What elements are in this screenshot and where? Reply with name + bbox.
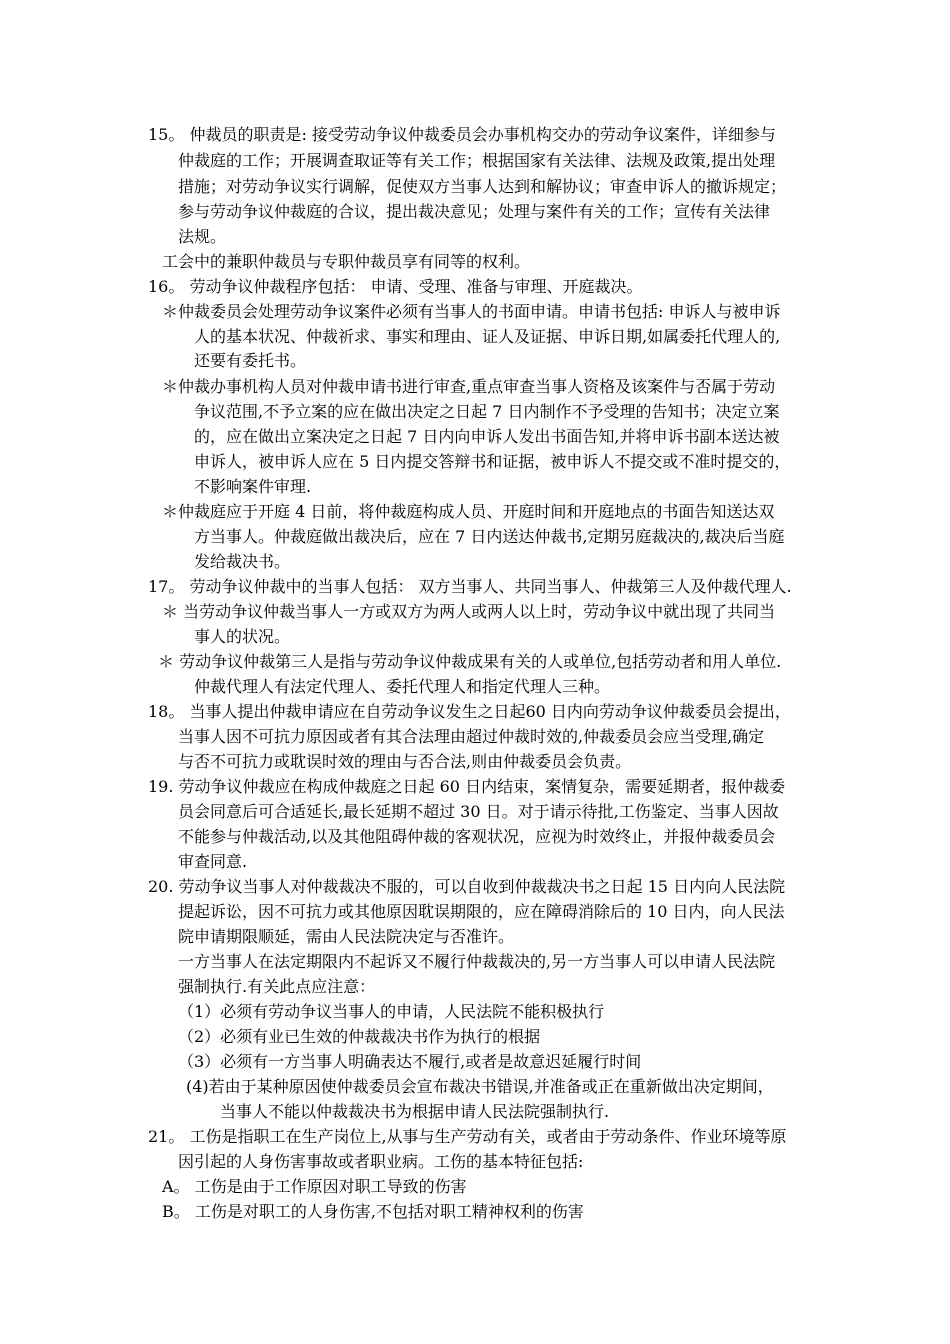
text-line: 不能参与仲裁活动,以及其他阻碍仲裁的客观状况，应视为时效终止，并报仲裁委员会 [178, 827, 776, 846]
text-line: (4)若由于某种原因使仲裁委员会宣布裁决书错误,并准备或正在重新做出决定期间， [186, 1077, 774, 1096]
text-line: 人的基本状况、仲裁祈求、事实和理由、证人及证据、申诉日期,如属委托代理人的, [194, 327, 781, 346]
text-line: 与否不可抗力或耽误时效的理由与否合法,则由仲裁委员会负责。 [178, 752, 632, 771]
text-line: ＊ 劳动争议仲裁第三人是指与劳动争议仲裁成果有关的人或单位,包括劳动者和用人单位. [158, 652, 782, 671]
text-line: 事人的状况。 [194, 627, 291, 646]
text-line: 参与劳动争议仲裁庭的合议，提出裁决意见；处理与案件有关的工作；宣传有关法律 [178, 202, 771, 221]
text-line: 不影响案件审理. [194, 477, 312, 496]
text-line: 发给裁决书。 [194, 552, 291, 571]
text-line: 17。 劳动争议仲裁中的当事人包括： 双方当事人、共同当事人、仲裁第三人及仲裁代理人. [148, 577, 792, 596]
text-line: ＊仲裁办事机构人员对仲裁申请书进行审查,重点审查当事人资格及该案件与否属于劳动 [162, 377, 776, 396]
text-line: 还要有委托书。 [194, 351, 307, 370]
text-line: 因引起的人身伤害事故或者职业病。工伤的基本特征包括: [178, 1152, 584, 1171]
text-line: 15。 仲裁员的职责是: 接受劳动争议仲裁委员会办事机构交办的劳动争议案件，详细参与 [148, 125, 776, 144]
text-line: 争议范围,不予立案的应在做出决定之日起 7 日内制作不予受理的告知书；决定立案 [194, 402, 780, 421]
text-line: 19. 劳动争议仲裁应在构成仲裁庭之日起 60 日内结束，案情复杂，需要延期者，报仲裁委 [148, 777, 786, 796]
text-line: 仲裁代理人有法定代理人、委托代理人和指定代理人三种。 [194, 677, 611, 696]
text-line: 申诉人，被申诉人应在 5 日内提交答辩书和证据，被申诉人不提交或不准时提交的， [194, 452, 791, 471]
text-line: 仲裁庭的工作；开展调查取证等有关工作；根据国家有关法律、法规及政策,提出处理 [178, 151, 776, 170]
text-line: 院申请期限顺延，需由人民法院决定与否准许。 [178, 927, 515, 946]
text-line: 20. 劳动争议当事人对仲裁裁决不服的，可以自收到仲裁裁决书之日起 15 日内向人民法院 [148, 877, 786, 896]
text-line: 提起诉讼，因不可抗力或其他原因耽误期限的，应在障碍消除后的 10 日内，向人民法 [178, 902, 785, 921]
text-line: 方当事人。仲裁庭做出裁决后，应在 7 日内送达仲裁书,定期另庭裁决的,裁决后当庭 [194, 527, 785, 546]
text-line: 当事人不能以仲裁裁决书为根据申请人民法院强制执行. [220, 1102, 610, 1121]
text-line: 当事人因不可抗力原因或者有其合法理由超过仲裁时效的,仲裁委员会应当受理,确定 [178, 727, 765, 746]
text-line: ＊仲裁委员会处理劳动争议案件必须有当事人的书面申请。申请书包括: 申诉人与被申诉 [162, 302, 781, 321]
text-line: 16。 劳动争议仲裁程序包括： 申请、受理、准备与审理、开庭裁决。 [148, 277, 643, 296]
text-line: 一方当事人在法定期限内不起诉又不履行仲裁裁决的,另一方当事人可以申请人民法院 [178, 952, 776, 971]
text-line: 21。 工伤是指职工在生产岗位上,从事与生产劳动有关，或者由于劳动条件、作业环境等原 [148, 1127, 787, 1146]
text-line: ＊仲裁庭应于开庭 4 日前，将仲裁庭构成人员、开庭时间和开庭地点的书面告知送达双 [162, 502, 775, 521]
text-line: 法规。 [178, 227, 227, 246]
text-line: 审查同意. [178, 852, 248, 871]
text-line: 员会同意后可合适延长,最长延期不超过 30 日。对于请示待批,工伤鉴定、当事人因故 [178, 802, 779, 821]
text-line: 的，应在做出立案决定之日起 7 日内向申诉人发出书面告知,并将申诉书副本送达被 [194, 427, 780, 446]
text-line: 强制执行.有关此点应注意： [178, 977, 376, 996]
text-line: 18。 当事人提出仲裁申请应在自劳动争议发生之日起60 日内向劳动争议仲裁委员会提出， [148, 702, 791, 721]
text-line: B。 工伤是对职工的人身伤害,不包括对职工精神权利的伤害 [162, 1202, 584, 1221]
text-line: （3）必须有一方当事人明确表达不履行,或者是故意迟延履行时间 [178, 1052, 642, 1071]
text-line: 措施；对劳动争议实行调解，促使双方当事人达到和解协议；审查申诉人的撤诉规定； [178, 177, 787, 196]
text-line: A。 工伤是由于工作原因对职工导致的伤害 [162, 1177, 467, 1196]
text-line: （1）必须有劳动争议当事人的申请，人民法院不能积极执行 [178, 1002, 605, 1021]
text-line: ＊ 当劳动争议仲裁当事人一方或双方为两人或两人以上时，劳动争议中就出现了共同当 [162, 602, 776, 621]
text-line: （2）必须有业已生效的仲裁裁决书作为执行的根据 [178, 1027, 541, 1046]
text-line: 工会中的兼职仲裁员与专职仲裁员享有同等的权利。 [162, 252, 531, 271]
